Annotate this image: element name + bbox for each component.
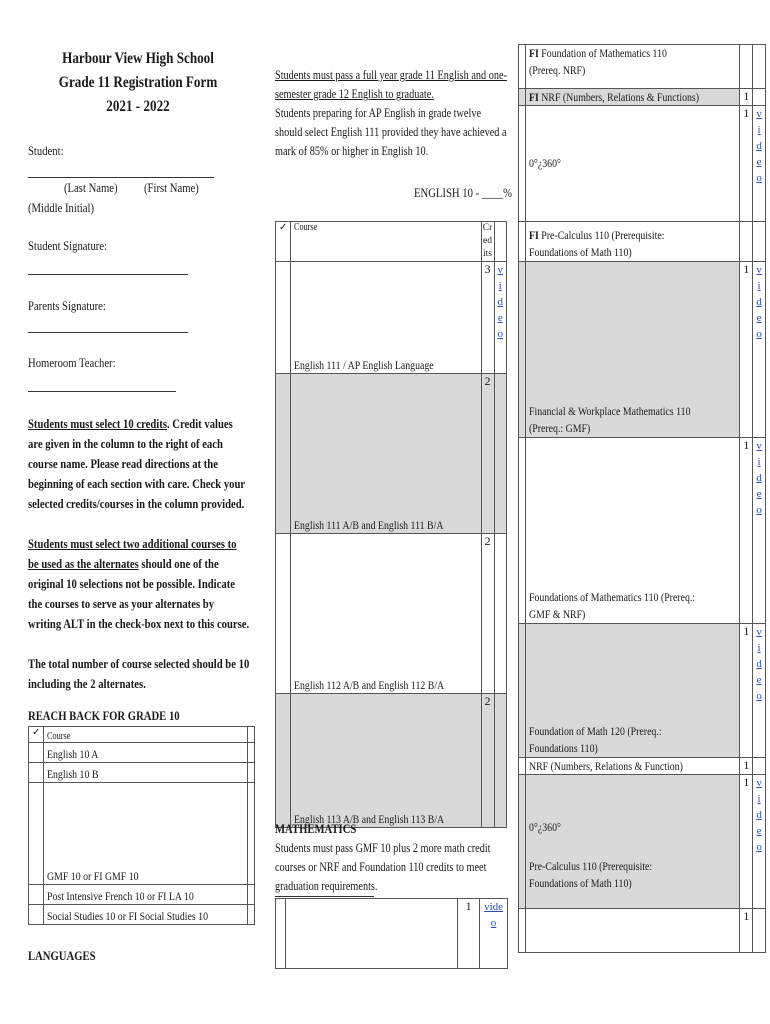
- check-box[interactable]: [519, 758, 526, 775]
- check-box[interactable]: [276, 374, 291, 534]
- table-row: [519, 624, 766, 758]
- table-row: [519, 222, 766, 262]
- credit-cell[interactable]: [247, 885, 254, 905]
- math-note-underline: [275, 896, 374, 897]
- parent-signature-label: Parents Signature:: [28, 298, 106, 313]
- table-row: [29, 783, 255, 885]
- first-name-label: (First Name): [144, 180, 199, 195]
- credit-value: 1: [740, 106, 753, 222]
- credit-cell[interactable]: [247, 743, 254, 763]
- table-row: [519, 106, 766, 222]
- table-row: [519, 438, 766, 624]
- english-graduation-note: Students must pass a full year grade 11 English and one-semester grade 12 English to graduate.: [275, 68, 507, 101]
- last-name-label: (Last Name): [64, 180, 118, 195]
- credit-value: 1: [740, 438, 753, 624]
- course-header: Course: [294, 222, 318, 233]
- check-box[interactable]: [519, 89, 526, 106]
- reach-back-heading: REACH BACK FOR GRADE 10: [28, 708, 180, 723]
- english-note: [275, 66, 510, 161]
- student-signature-line[interactable]: [28, 274, 188, 275]
- check-box[interactable]: [519, 222, 526, 262]
- check-box[interactable]: [519, 438, 526, 624]
- video-link[interactable]: video: [753, 624, 766, 758]
- course-name: FI Pre-Calculus 110 (Prerequisite: Foundations of Math 110): [529, 228, 665, 259]
- english-table: [275, 221, 507, 828]
- table-row: [276, 534, 507, 694]
- school-name: Harbour View High School: [62, 50, 214, 67]
- table-row: [519, 262, 766, 438]
- credit-value: 2: [481, 374, 494, 534]
- video-link[interactable]: video: [753, 438, 766, 624]
- credit-value: 1: [740, 624, 753, 758]
- check-box[interactable]: [276, 534, 291, 694]
- table-row: [519, 758, 766, 775]
- credit-value: 1: [740, 89, 753, 106]
- course-name: English 10 B: [47, 767, 99, 781]
- credit-value: 3: [481, 262, 494, 374]
- video-link[interactable]: video: [494, 262, 507, 374]
- table-row: [29, 763, 255, 783]
- credit-cell[interactable]: [247, 783, 254, 885]
- video-link[interactable]: video: [753, 775, 766, 909]
- course-name: [526, 909, 740, 953]
- math-course-table: [518, 44, 766, 953]
- parent-signature-line[interactable]: [28, 332, 188, 333]
- instruction-credits: Students must select 10 credits. Credit values are given in the column to the right of each course name. Please read directions at the beginning of each section with care. Check your selected credits/courses in the column provided.: [28, 416, 245, 511]
- check-box[interactable]: [29, 783, 44, 885]
- check-box[interactable]: [29, 763, 44, 783]
- student-label: Student:: [28, 143, 64, 158]
- reach-back-table: [28, 726, 255, 925]
- ap-english-note: Students preparing for AP English in grade twelve should select English 111 provided they have achieved a mark of 85% or higher in English 10.: [275, 106, 507, 158]
- table-row: [276, 374, 507, 534]
- table-row: [519, 89, 766, 106]
- table-row: [519, 775, 766, 909]
- check-box[interactable]: [29, 885, 44, 905]
- check-box[interactable]: [276, 694, 291, 828]
- check-box[interactable]: [519, 624, 526, 758]
- course-name: 0°¿360°: [529, 820, 561, 834]
- instruction-total: The total number of course selected should be 10 including the 2 alternates.: [28, 656, 250, 691]
- check-header: ✓: [276, 222, 291, 262]
- video-link[interactable]: video: [753, 262, 766, 438]
- check-box[interactable]: [519, 775, 526, 909]
- course-name: GMF 10 or FI GMF 10: [47, 869, 139, 883]
- table-row: [519, 45, 766, 89]
- course-name: English 111 / AP English Language: [294, 358, 435, 372]
- course-name: Social Studies 10 or FI Social Studies 10: [47, 909, 209, 923]
- course-name: English 113 A/B and English 113 B/A: [294, 812, 445, 826]
- credit-value: 1: [458, 899, 480, 969]
- student-name-line[interactable]: [28, 177, 214, 178]
- instruction-alternates: Students must select two additional courses to be used as the alternates should one of the original 10 selections not be possible. Indicate the courses to serve as your alternates by writing ALT in the check-box next to this course.: [28, 536, 250, 631]
- course-name: Post Intensive French 10 or FI LA 10: [47, 889, 195, 903]
- check-box[interactable]: [276, 262, 291, 374]
- table-row: [276, 899, 508, 969]
- course-name: FI NRF (Numbers, Relations & Functions): [529, 90, 700, 104]
- check-box[interactable]: [276, 899, 286, 969]
- table-row: [29, 885, 255, 905]
- school-year: 2021 - 2022: [106, 98, 170, 115]
- credit-value: 2: [481, 534, 494, 694]
- form-title: [28, 47, 248, 119]
- credits-header: Credits: [481, 222, 494, 262]
- credit-value: 1: [740, 909, 753, 953]
- english-grade-line[interactable]: ENGLISH 10 - ____%: [414, 185, 513, 200]
- course-name: Financial & Workplace Mathematics 110 (Prereq.: GMF): [529, 404, 691, 435]
- form-name: Grade 11 Registration Form: [58, 74, 218, 91]
- credit-value: 1: [740, 758, 753, 775]
- check-header: ✓: [29, 727, 44, 743]
- credit-value: 2: [481, 694, 494, 828]
- course-name: Foundation of Math 120 (Prereq.: Foundations 110): [529, 724, 662, 755]
- homeroom-line[interactable]: [28, 391, 176, 392]
- credit-cell[interactable]: [247, 905, 254, 925]
- student-signature-label: Student Signature:: [28, 238, 108, 253]
- math-table: [275, 898, 508, 969]
- check-box[interactable]: [29, 905, 44, 925]
- course-name: NRF (Numbers, Relations & Function): [529, 759, 683, 773]
- check-box[interactable]: [29, 743, 44, 763]
- check-box[interactable]: [519, 262, 526, 438]
- table-row: [29, 905, 255, 925]
- check-box[interactable]: [519, 106, 526, 222]
- table-row: [29, 743, 255, 763]
- course-name: FI Foundation of Mathematics 110 (Prereq. NRF): [529, 46, 667, 77]
- mathematics-heading: MATHEMATICS: [275, 821, 357, 836]
- math-note: Students must pass GMF 10 plus 2 more math credit courses or NRF and Foundation 110 credits to meet graduation requirements.: [275, 841, 491, 893]
- course-name: Pre-Calculus 110 (Prerequisite: Foundations of Math 110): [529, 859, 653, 890]
- course-name: 0°¿360°: [529, 156, 561, 170]
- credit-cell[interactable]: [247, 763, 254, 783]
- homeroom-label: Homeroom Teacher:: [28, 355, 116, 370]
- check-box[interactable]: [519, 45, 526, 89]
- credit-value: 1: [740, 775, 753, 909]
- table-row: [519, 909, 766, 953]
- table-row: [276, 262, 507, 374]
- course-name: English 112 A/B and English 112 B/A: [294, 678, 445, 692]
- check-box[interactable]: [519, 909, 526, 953]
- course-name: Foundations of Mathematics 110 (Prereq.: GMF & NRF): [529, 590, 696, 621]
- video-link[interactable]: video: [753, 106, 766, 222]
- course-name: English 10 A: [47, 747, 99, 761]
- instructions: [28, 414, 293, 694]
- course-name: English 111 A/B and English 111 B/A: [294, 518, 444, 532]
- video-link[interactable]: video: [480, 899, 508, 969]
- credit-value: [740, 45, 753, 89]
- course-header: Course: [47, 731, 71, 742]
- languages-heading: LANGUAGES: [28, 948, 96, 963]
- table-row: [276, 694, 507, 828]
- credit-value: 1: [740, 262, 753, 438]
- middle-initial-label: (Middle Initial): [28, 200, 95, 215]
